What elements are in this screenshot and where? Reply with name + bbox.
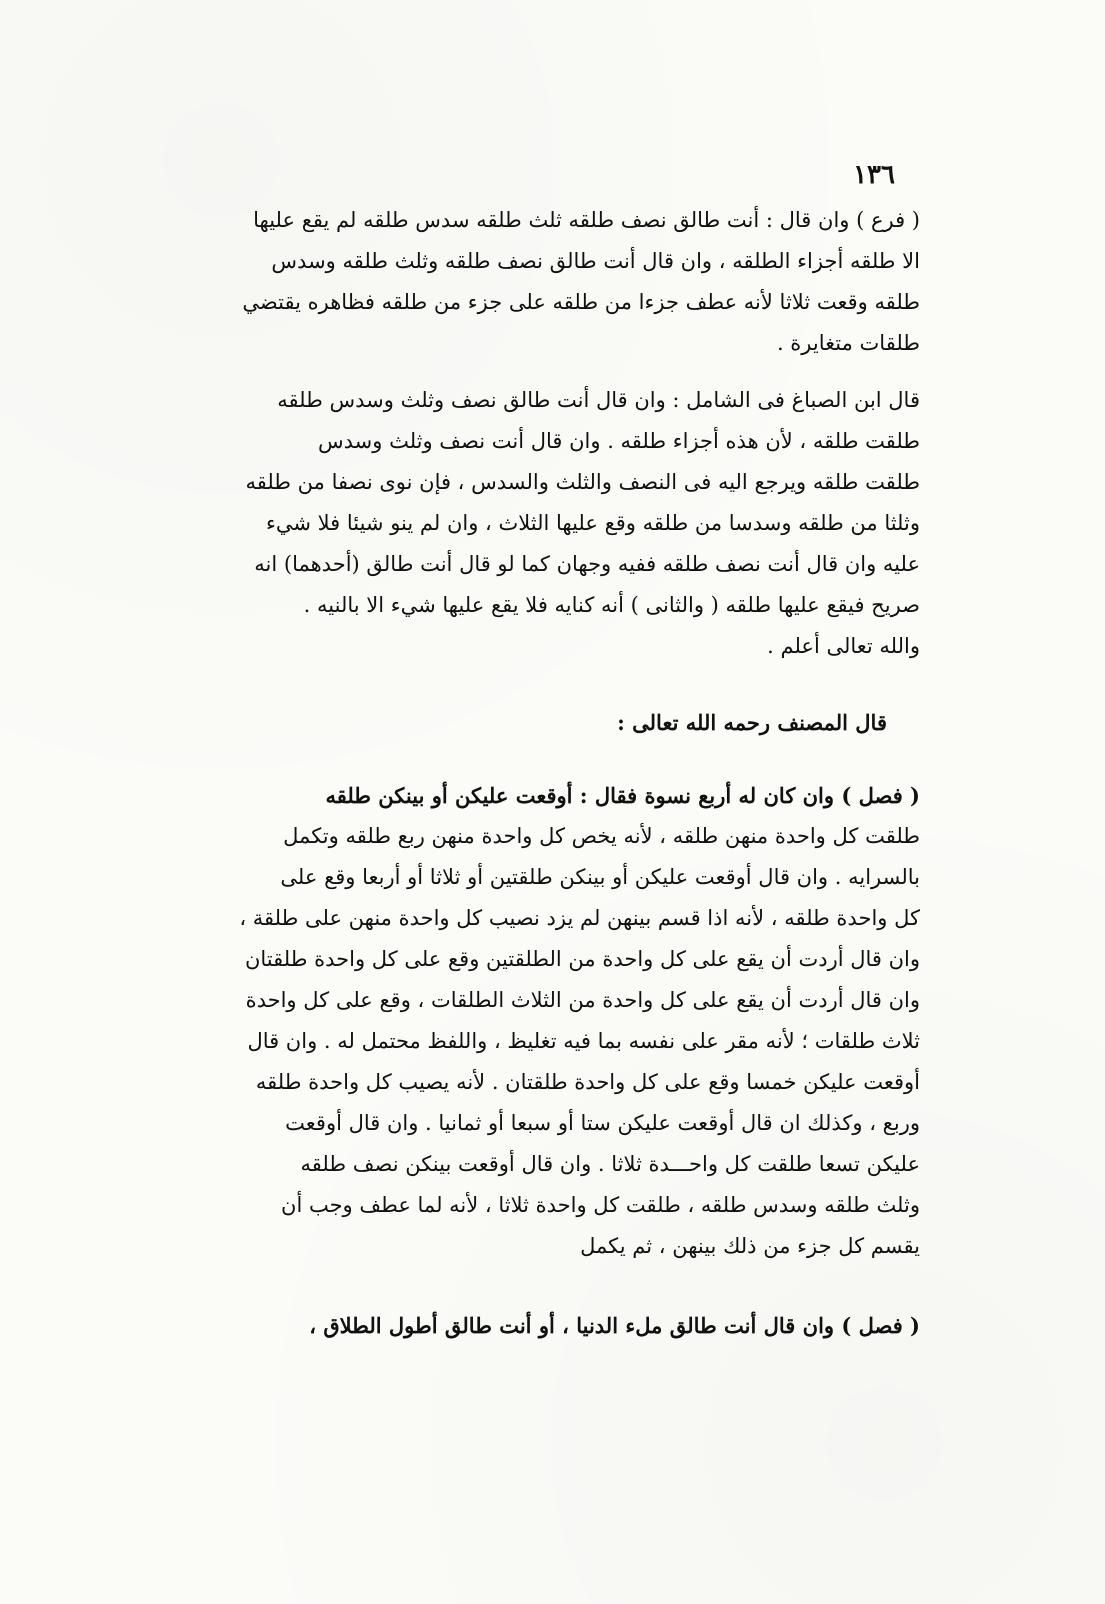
paragraph-3-line-2: طلقت كل واحدة منهن طلقه ، لأنه يخص كل واحدة منهن ربع طلقه وتكمل bbox=[283, 824, 920, 848]
paragraph-3-line-6: وان قال أردت أن يقع على كل واحدة من الثلاث الطلقات ، وقع على كل واحدة bbox=[245, 988, 920, 1012]
paragraph-2-line-7: والله تعالى أعلم . bbox=[767, 634, 920, 658]
paragraph-1-line-4: طلقات متغايرة . bbox=[776, 331, 920, 355]
paragraph-2-line-6: صريح فيقع عليها طلقه ( والثانى ) أنه كنايه فلا يقع عليها شيء الا بالنيه . bbox=[303, 593, 920, 617]
paragraph-3-line-11: وثلث طلقه وسدس طلقه ، طلقت كل واحدة ثلاثا ، لأنه لما عطف وجب أن bbox=[281, 1193, 920, 1217]
paragraph-2 bbox=[205, 380, 920, 667]
paragraph-1-line-1: ( فرع ) وان قال : أنت طالق نصف طلقه ثلث طلقه سدس طلقه لم يقع عليها bbox=[253, 208, 920, 232]
paragraph-3-line-10: عليكن تسعا طلقت كل واحـــدة ثلاثا . وان قال أوقعت بينكن نصف طلقه bbox=[300, 1152, 920, 1176]
paragraph-2-line-2: طلقت طلقه ، لأن هذه أجزاء طلقه . وان قال أنت نصف وثلث وسدس bbox=[318, 429, 920, 453]
paragraph-3-line-8: أوقعت عليكن خمسا وقع على كل واحدة طلقتان . لأنه يصيب كل واحدة طلقه bbox=[255, 1070, 920, 1094]
paragraph-3-line-5: وان قال أردت أن يقع على كل واحدة من الطلقتين وقع على كل واحدة طلقتان bbox=[244, 947, 920, 971]
paragraph-2-line-5: عليه وان قال أنت نصف طلقه ففيه وجهان كما لو قال أنت طالق (أحدهما) انه bbox=[254, 552, 920, 576]
paragraph-1 bbox=[205, 200, 920, 364]
paragraph-3-line-12: يقسم كل جزء من ذلك بينهن ، ثم يكمل bbox=[580, 1234, 920, 1258]
paragraph-3-line-3: بالسرايه . وان قال أوقعت عليكن أو بينكن طلقتين أو ثلاثا أو أربعا وقع على bbox=[280, 865, 920, 889]
paragraph-3-line-9: وربع ، وكذلك ان قال أوقعت عليكن ستا أو سبعا أو ثمانيا . وان قال أوقعت bbox=[285, 1111, 920, 1135]
paragraph-2-line-1: قال ابن الصباغ فى الشامل : وان قال أنت طالق نصف وثلث وسدس طلقه bbox=[277, 388, 920, 412]
paragraph-2-line-4: وثلثا من طلقه وسدسا من طلقه وقع عليها الثلاث ، وان لم ينو شيئا فلا شيء bbox=[265, 511, 920, 535]
page-number: ١٣٦ bbox=[853, 160, 895, 190]
section-heading: قال المصنف رحمه الله تعالى : bbox=[617, 710, 887, 735]
paragraph-3-line-4: كل واحدة طلقه ، لأنه اذا قسم بينهن لم يزد نصيب كل واحدة منهن على طلقة ، bbox=[239, 906, 920, 930]
paragraph-4 bbox=[205, 1305, 920, 1346]
paragraph-2-line-3: طلقت طلقه ويرجع اليه فى النصف والثلث والسدس ، فإن نوى نصفا من طلقه bbox=[245, 470, 920, 494]
paragraph-4-line-1: ( فصل ) وان قال أنت طالق ملء الدنيا ، أو أنت طالق أطول الطلاق ، bbox=[309, 1313, 920, 1338]
paragraph-3 bbox=[205, 775, 920, 1267]
paragraph-1-line-3: طلقه وقعت ثلاثا لأنه عطف جزءا من طلقه على جزء من طلقه فظاهره يقتضي bbox=[242, 290, 920, 314]
paragraph-1-line-2: الا طلقه أجزاء الطلقه ، وان قال أنت طالق نصف طلقه وثلث طلقه وسدس bbox=[271, 249, 920, 273]
paragraph-3-line-1: ( فصل ) وان كان له أربع نسوة فقال : أوقعت عليكن أو بينكن طلقه bbox=[325, 783, 920, 808]
paragraph-3-line-7: ثلاث طلقات ؛ لأنه مقر على نفسه بما فيه تغليظ ، واللفظ محتمل له . وان قال bbox=[247, 1029, 920, 1053]
